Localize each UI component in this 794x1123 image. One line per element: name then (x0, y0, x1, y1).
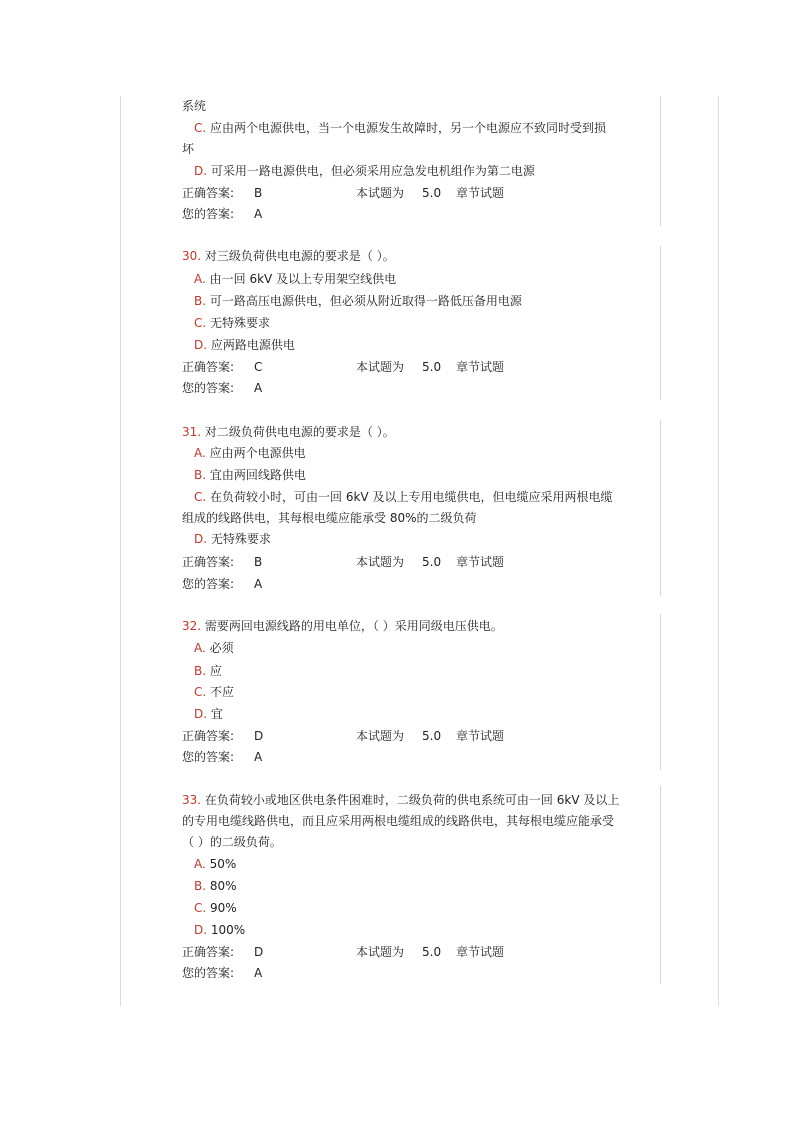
option-text: 不应 (210, 685, 235, 699)
option-text: 无特殊要求 (210, 316, 271, 330)
option-d (194, 531, 271, 547)
option-letter: B. (194, 879, 207, 893)
option-text: 由一回 6kV 及以上专用架空线供电 (209, 272, 397, 286)
your-answer-value: A (254, 207, 263, 221)
option-b (194, 878, 237, 894)
correct-answer-value: D (254, 945, 264, 959)
correct-answer-label: 正确答案: (182, 360, 235, 374)
option-letter: B. (194, 468, 207, 482)
question-text: 需要两回电源线路的用电单位，（ ）采用同级电压供电。 (204, 619, 503, 633)
option-text: 可一路高压电源供电，但必须从附近取得一路低压备用电源 (209, 294, 522, 308)
score-label: 本试题为 (356, 729, 405, 743)
chapter-label: 章节试题 (456, 945, 505, 959)
your-answer-label: 您的答案: (182, 966, 235, 980)
option-c (194, 684, 234, 700)
score-label: 本试题为 (356, 555, 405, 569)
your-answer-row (182, 206, 660, 222)
option-letter: D. (194, 532, 208, 546)
block-divider (660, 614, 661, 770)
question-stem (182, 248, 395, 264)
correct-answer-label: 正确答案: (182, 555, 235, 569)
correct-answer-value: D (254, 729, 264, 743)
block-divider (660, 786, 661, 984)
your-answer-label: 您的答案: (182, 381, 235, 395)
option-letter: B. (194, 294, 207, 308)
your-answer-row (182, 576, 660, 592)
question-number: 31. (182, 425, 202, 439)
option-text: 应两路电源供电 (210, 338, 295, 352)
score-label: 本试题为 (356, 945, 405, 959)
question-block-32 (182, 614, 660, 770)
your-answer-label: 您的答案: (182, 207, 235, 221)
question-block-33 (182, 786, 660, 984)
block-divider (660, 246, 661, 400)
option-letter: D. (194, 338, 208, 352)
option-text: 应由两个电源供电 (209, 446, 306, 460)
option-text: 90% (210, 901, 237, 915)
option-a (194, 856, 236, 872)
chapter-label: 章节试题 (456, 360, 505, 374)
your-answer-value: A (254, 381, 263, 395)
correct-answer-row (182, 728, 660, 744)
option-letter: D. (194, 923, 208, 937)
option-c (194, 315, 270, 331)
your-answer-value: A (254, 577, 263, 591)
option-text: 可采用一路电源供电，但必须采用应急发电机组作为第二电源 (210, 164, 535, 178)
question-text: 对三级负荷供电电源的要求是（ ）。 (204, 249, 395, 263)
correct-answer-value: B (254, 186, 263, 200)
option-letter: D. (194, 164, 208, 178)
question-text: 在负荷较小或地区供电条件困难时，二级负荷的供电系统可由一回 6kV 及以上 (204, 793, 620, 807)
question-block-31 (182, 420, 660, 596)
option-c (194, 900, 237, 916)
question-block-29 (182, 96, 660, 226)
correct-answer-row (182, 359, 660, 375)
option-text: 80% (209, 879, 237, 893)
correct-answer-value: C (254, 360, 263, 374)
question-number: 33. (182, 793, 202, 807)
option-letter: A. (194, 857, 206, 871)
your-answer-row (182, 965, 660, 981)
option-d (194, 706, 223, 722)
option-b (194, 663, 222, 679)
option-letter: A. (194, 272, 206, 286)
correct-answer-row (182, 185, 660, 201)
option-b (194, 293, 522, 309)
question-stem (182, 792, 619, 808)
option-a (194, 640, 234, 656)
option-text: 宜 (210, 707, 223, 721)
question-block-30 (182, 246, 660, 400)
option-letter: C. (194, 901, 207, 915)
question-stem-tail: 系统 (182, 99, 207, 113)
question-number: 30. (182, 249, 202, 263)
score-value: 5.0 (422, 555, 442, 569)
score-value: 5.0 (422, 186, 442, 200)
left-border (120, 96, 121, 1006)
option-b (194, 467, 306, 483)
option-a (194, 271, 396, 287)
option-text: 宜由两回线路供电 (209, 468, 306, 482)
option-c (194, 120, 606, 136)
right-border (718, 96, 719, 1006)
option-letter: C. (194, 685, 207, 699)
option-text: 应 (209, 664, 222, 678)
option-d (194, 163, 535, 179)
question-text-line-3: （ ）的二级负荷。 (182, 835, 282, 849)
chapter-label: 章节试题 (456, 729, 505, 743)
option-letter: C. (194, 316, 207, 330)
question-stem (182, 424, 395, 440)
chapter-label: 章节试题 (456, 555, 505, 569)
option-text: 在负荷较小时，可由一回 6kV 及以上专用电缆供电，但电缆应采用两根电缆 (210, 490, 613, 504)
correct-answer-label: 正确答案: (182, 186, 235, 200)
block-divider (660, 420, 661, 596)
correct-answer-row (182, 554, 660, 570)
your-answer-value: A (254, 966, 263, 980)
option-letter: B. (194, 664, 207, 678)
score-label: 本试题为 (356, 186, 405, 200)
correct-answer-label: 正确答案: (182, 945, 235, 959)
your-answer-row (182, 749, 660, 765)
option-d (194, 337, 295, 353)
option-text: 100% (210, 923, 246, 937)
option-c-continued: 组成的线路供电，其每根电缆应能承受 80%的二级负荷 (182, 511, 477, 525)
option-letter: C. (194, 121, 207, 135)
option-c-continued: 坏 (182, 142, 195, 156)
chapter-label: 章节试题 (456, 186, 505, 200)
question-number: 32. (182, 619, 202, 633)
option-letter: D. (194, 707, 208, 721)
option-text: 应由两个电源供电，当一个电源发生故障时，另一个电源应不致同时受到损 (210, 121, 607, 135)
option-c (194, 489, 612, 505)
question-text: 对二级负荷供电电源的要求是（ ）。 (204, 425, 395, 439)
question-text-line-2: 的专用电缆线路供电，而且应采用两根电缆组成的线路供电，其每根电缆应能承受 (182, 814, 615, 828)
your-answer-value: A (254, 750, 263, 764)
score-label: 本试题为 (356, 360, 405, 374)
correct-answer-row (182, 944, 660, 960)
option-letter: A. (194, 446, 206, 460)
option-text: 必须 (209, 641, 234, 655)
your-answer-row (182, 380, 660, 396)
your-answer-label: 您的答案: (182, 577, 235, 591)
your-answer-label: 您的答案: (182, 750, 235, 764)
block-divider (660, 96, 661, 226)
option-a (194, 445, 306, 461)
option-d (194, 922, 245, 938)
score-value: 5.0 (422, 945, 442, 959)
score-value: 5.0 (422, 360, 442, 374)
option-letter: A. (194, 641, 206, 655)
option-letter: C. (194, 490, 207, 504)
score-value: 5.0 (422, 729, 442, 743)
correct-answer-value: B (254, 555, 263, 569)
option-text: 50% (209, 857, 237, 871)
option-text: 无特殊要求 (210, 532, 271, 546)
correct-answer-label: 正确答案: (182, 729, 235, 743)
question-stem (182, 618, 503, 634)
